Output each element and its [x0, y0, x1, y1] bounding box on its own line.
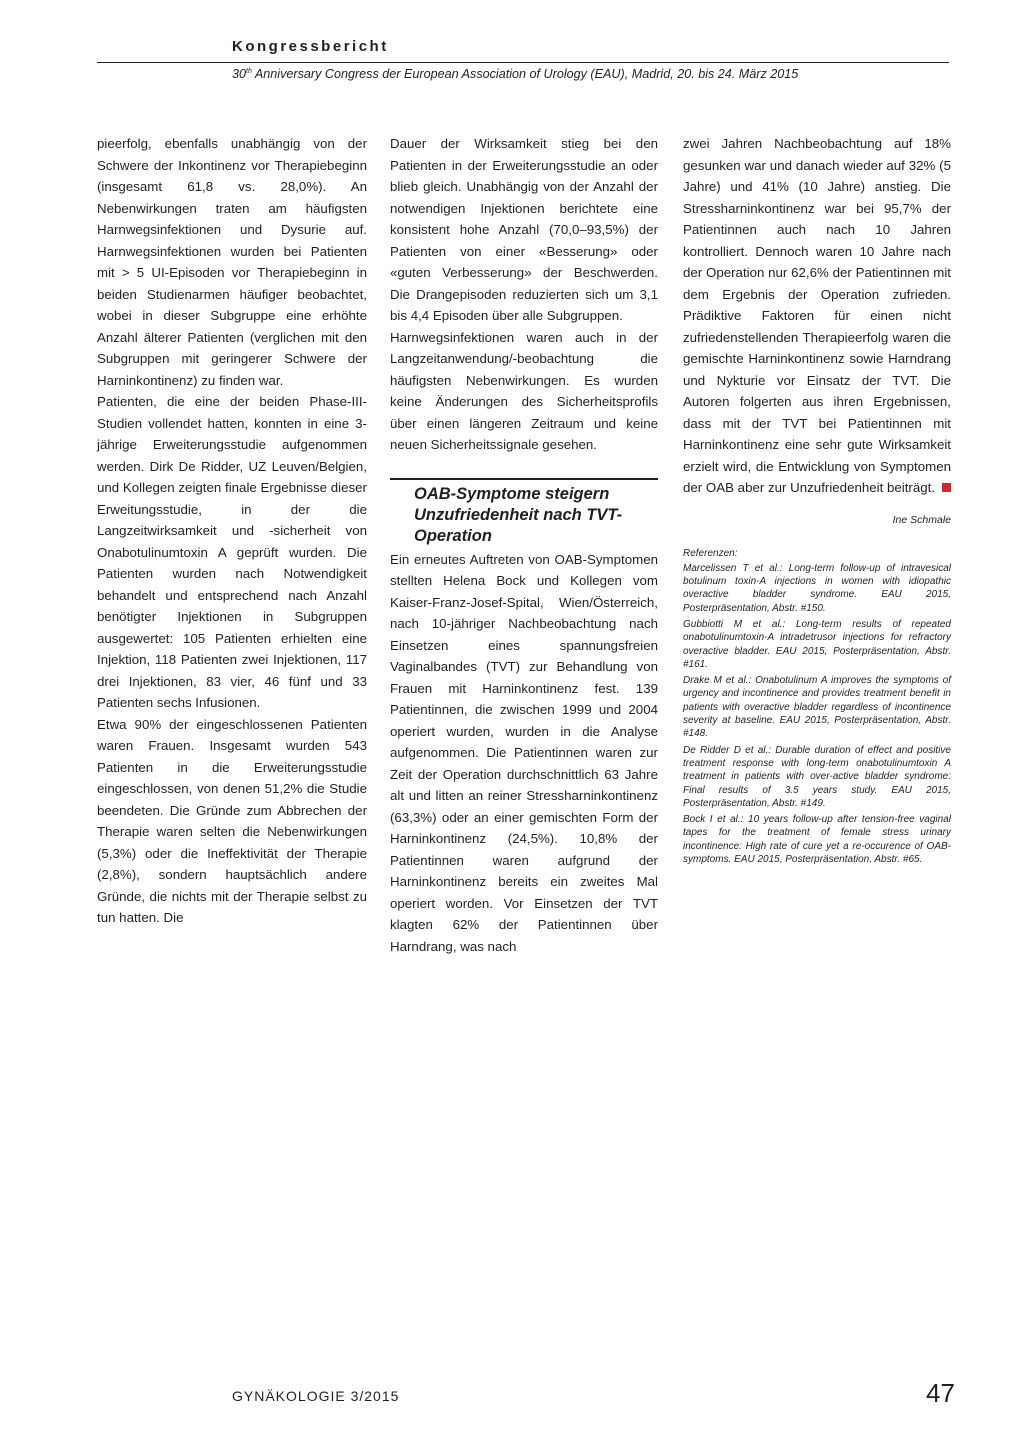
paragraph: Harnwegsinfektionen waren auch in der Langzeitanwendung/-beobachtung die häufigsten Nebenwirkungen. Es wurden keine Änderungen des Sicherheitsprofils über einen längeren Zeitraum und keine neuen Sicherheitssignale gesehen.: [390, 329, 658, 452]
column-middle: [390, 133, 658, 957]
section-heading: OAB-Symptome steigern Unzufriedenheit nach TVT-Operation: [414, 484, 623, 545]
column-right: [683, 133, 951, 869]
references: [683, 547, 951, 867]
references-heading: Referenzen:: [683, 547, 738, 559]
paragraph-text: zwei Jahren Nachbeobachtung auf 18% gesunken war und danach wieder auf 32% (5 Jahre) und 41% (10 Jahre) anstieg. Die Stressharninkontinenz war bei 95,7% der Patientinnen auch nach 10 Jahren kontrolliert. Dennoch waren 10 Jahre nach der Operation nur 62,6% der Patientinnen mit dem Ergebnis der Operation zufrieden. Prädiktive Faktoren für einen nicht zufriedenstellenden Therapieerfolg waren die gemischte Harninkontinenz sowie Harndrang und Nykturie vor Einsatz der TVT. Die Autoren folgerten aus ihren Ergebnissen, dass mit der TVT bei Patientinnen mit Harninkontinenz eine sehr gute Wirksamkeit erzielt wird, die Entwicklung von Symptomen der OAB aber zur Unzufriedenheit beiträgt.: [683, 136, 951, 495]
author-name: Ine Schmale: [892, 513, 951, 526]
paragraph-final: [683, 133, 951, 499]
paragraph: Patienten, die eine der beiden Phase-III-Studien vollendet hatten, konnten in eine 3-jährige Erweiterungsstudie aufgenommen werden. Dirk De Ridder, UZ Leuven/Belgien, und Kollegen zeigten finale Ergebnisse dieser Erweitungsstudie, in der die Langzeitwirksamkeit und -sicherheit von Onabotulinumtoxin A geprüft wurden. Die Patienten wurden nach Notwendigkeit behandelt und entsprechend nach Anzahl benötigter Injektionen in Subgruppen ausgewertet: 105 Patienten erhielten eine Injektion, 118 Patienten zwei Injektionen, 117 drei Injektionen, 83 vier, 46 fünf und 33 Patienten sechs Infusionen.: [97, 394, 367, 710]
paragraph: Etwa 90% der eingeschlossenen Patienten waren Frauen. Insgesamt wurden 543 Patienten in die Erweiterungsstudie eingeschlossen, von denen 51,2% die Studie beendeten. Die Gründe zum Abbrechen der Therapie waren selten die Nebenwirkungen (5,3%) oder die Ineffektivität der Therapie (2,8%), sondern hauptsächlich andere Gründe, die nichts mit der Therapie selbst zu tun hatten. Die: [97, 716, 367, 925]
congress-subtitle: [232, 67, 798, 81]
reference-item: Marcelissen T et al.: Long-term follow-up of intravesical botulinum toxin-A injections in women with idiopathic overactive bladder syndrome. EAU 2015, Posterpräsentation, Abstr. #150.: [683, 562, 951, 614]
subtitle-text: Anniversary Congress der European Association of Urology (EAU), Madrid, 20. bis 24. März 2015: [251, 67, 799, 81]
reference-item: De Ridder D et al.: Durable duration of effect and positive treatment response with long-term onabotulinumtoxin A treatment in patients with over-active bladder syndrome: Final results of 3.5 years study. EAU 2015, Posterpräsentation, Abstr. #149.: [683, 744, 951, 809]
header-divider: [97, 62, 949, 63]
reference-item: Bock I et al.: 10 years follow-up after tension-free vaginal tapes for the treatment of female stress urinary incontinence: High rate of cure yet a re-occurence of OAB-symptoms. EAU 2015, Posterpräsentation, Abstr. #65.: [683, 814, 951, 866]
journal-footer: GYNÄKOLOGIE 3/2015: [232, 1388, 400, 1404]
page-number: 47: [926, 1378, 955, 1408]
section-divider: [390, 478, 658, 480]
column-left: [97, 133, 367, 929]
paragraph: Ein erneutes Auftreten von OAB-Symptomen stellten Helena Bock und Kollegen vom Kaiser-Franz-Josef-Spital, Wien/Österreich, nach 10-jähriger Nachbeobachtung nach Einsetzen eines spannungsfreien Vaginalbandes (TVT) zur Behandlung von Frauen mit Harninkontinenz fest. 139 Patientinnen, die zwischen 1999 und 2004 operiert wurden, wurden in die Analyse aufgenommen. Die Patientinnen waren zur Zeit der Operation durchschnittlich 63 Jahre alt und litten an reiner Stressharninkontinenz (63,3%) oder an einer gemischten Form der Harninkontinenz (24,5%). 10,8% der Patientinnen waren aufgrund der Harninkontinenz bereits ein zweites Mal operiert worden. Vor Einsetzen der TVT klagten 62% der Patientinnen über Harndrang, was nach: [390, 551, 658, 954]
subtitle-number: 30: [232, 67, 247, 81]
end-of-article-square-icon: [942, 483, 951, 492]
reference-item: Gubbiotti M et al.: Long-term results of repeated onabotulinumtoxin-A intradetrusor injections for refractory overactive bladder. EAU 2015, Posterpräsentation, Abstr. #161.: [683, 618, 951, 670]
paragraph: pieerfolg, ebenfalls unabhängig von der Schwere der Inkontinenz vor Therapiebeginn (insgesamt 61,8 vs. 28,0%). An Nebenwirkungen traten am häufigsten Harnwegsinfektionen und Dysurie auf. Harnwegsinfektionen wurden bei Patienten mit > 5 UI-Episoden vor Therapiebeginn in beiden Studienarmen häufiger beobachtet, wobei in dieser Subgruppe eine erhöhte Anzahl älterer Patienten (verglichen mit den Subgruppen mit geringerer Schwere der Harninkontinenz) zu finden war.: [97, 136, 367, 388]
subtitle-superscript: th: [246, 67, 252, 75]
paragraph: Dauer der Wirksamkeit stieg bei den Patienten in der Erweiterungsstudie an oder blieb gleich. Unabhängig von der Anzahl der notwendigen Injektionen berichtete eine konsistent hohe Anzahl (70,0–93,5%) der Patienten von einer «Besserung» oder «guten Verbesserung» der Beschwerden. Die Drangepisoden reduzierten sich um 3,1 bis 4,4 Episoden über alle Subgruppen.: [390, 136, 658, 323]
reference-item: Drake M et al.: Onabotulinum A improves the symptoms of urgency and incontinence and provides treatment benefit in patients with overactive bladder regardless of incontinence severity at baseline. EAU 2015, Posterpräsentation, Abstr. #148.: [683, 675, 951, 740]
section-title: Kongressbericht: [232, 38, 389, 55]
